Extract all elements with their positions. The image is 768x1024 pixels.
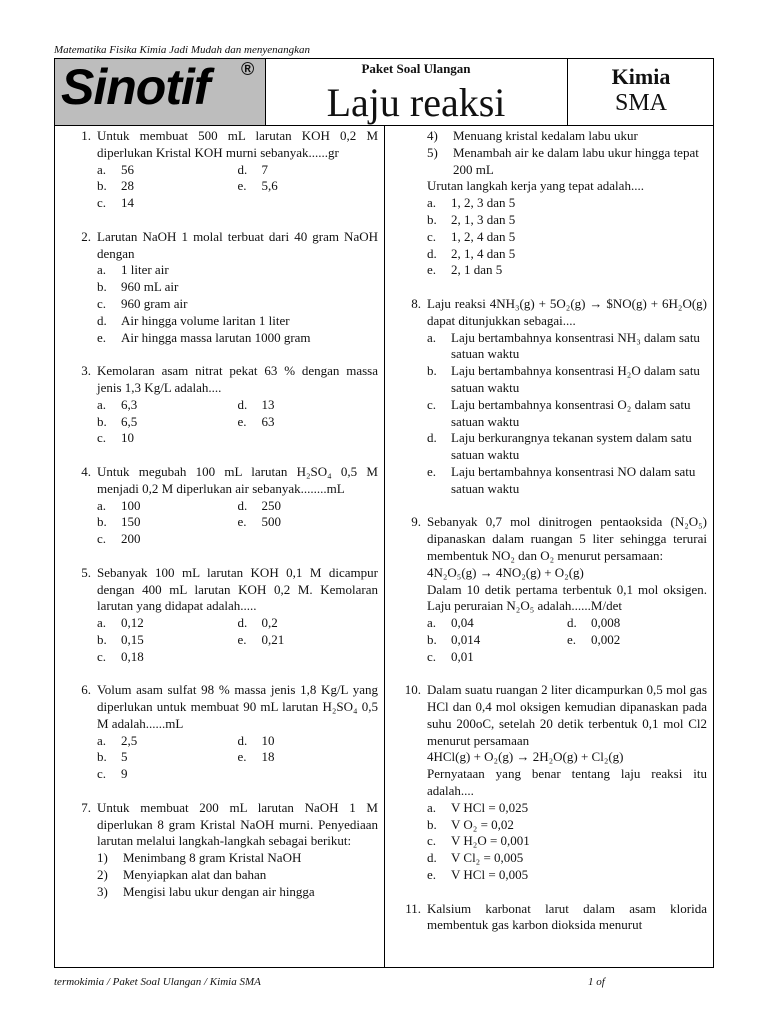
option-text: 0,014 [451,631,481,647]
option-text: 1, 2, 4 dan 5 [451,228,516,244]
question-item [65,128,378,212]
answer-option [97,414,238,431]
question-text: Volum asam sulfat 98 % massa jenis 1,8 Kg/L yang diperlukan untuk membuat 90 mL larutan H₂SO₄ 0,5 M adalah......mL [97,682,378,731]
step-text: Menuang kristal kedalam labu ukur [453,128,638,143]
option-letter: e. [97,329,107,345]
question-item [395,296,707,498]
subject-name: Kimia [611,64,671,89]
option-text: 960 mL air [121,279,179,295]
option-text: 0,008 [591,615,621,631]
footer [54,976,714,988]
question-text: Untuk membuat 200 mL larutan NaOH 1 M diperlukan 8 gram Kristal NaOH murni. Penyediaan larutan melalui langkah-langkah sebagai berikut: [97,799,378,849]
answer-option [97,178,238,195]
option-text: 6,5 [121,413,138,429]
answer-options [97,615,378,665]
option-letter: b. [97,514,107,530]
option-text: 0,04 [451,615,474,631]
answer-option [97,330,378,347]
option-letter: e. [237,413,247,429]
option-text: 28 [121,178,134,194]
option-text: Air hingga volume laritan 1 liter [121,312,290,328]
step-number: 5) [427,144,438,160]
option-text: 9 [121,766,128,782]
answer-option [97,262,378,279]
question-text: Untuk megubah 100 mL larutan H₂SO₄ 0,5 M menjadi 0,2 M diperlukan air sebanyak........mL [97,463,378,496]
answer-options [97,498,378,548]
answer-option [427,229,707,246]
question-item [65,682,378,783]
option-letter: b. [97,279,107,295]
option-letter: c. [97,195,107,211]
option-text: 250 [261,497,281,513]
option-letter: d. [567,615,577,631]
answer-option [427,397,707,431]
answer-option [97,195,238,212]
answer-option [427,800,707,817]
option-text: 2, 1 dan 5 [451,262,503,278]
question-number: 1. [81,128,91,143]
question-body [54,126,714,968]
step-number: 3) [97,883,108,899]
answer-option [427,833,707,850]
question-text: Sebanyak 100 mL larutan KOH 0,1 M dicampur dengan 400 mL larutan KOH 0,2 M. Kemolaran larutan yang didapat adalah..... [97,564,378,614]
question-prompt: Urutan langkah kerja yang tepat adalah.... [427,178,644,194]
question-number: 8. [411,295,421,311]
option-text: 1, 2, 3 dan 5 [451,195,516,211]
answer-option [97,649,238,666]
option-text: Laju berkurangnya tekanan system dalam satu satuan waktu [451,430,692,463]
option-text: 2, 1, 3 dan 5 [451,211,516,227]
option-letter: d. [97,312,107,328]
option-text: V HCl = 0,005 [451,867,529,883]
left-column [65,128,378,917]
answer-options [427,330,707,498]
answer-option [427,363,707,397]
option-letter: d. [427,430,437,446]
option-letter: e. [427,463,437,479]
option-letter: d. [237,615,248,631]
option-letter: c. [427,228,437,244]
answer-option [427,649,567,666]
option-letter: a. [97,732,107,748]
question-number: 9. [411,514,421,530]
answer-option [238,498,379,515]
step-text: Menyiapkan alat dan bahan [123,867,267,883]
answer-options [427,195,707,279]
question-item [395,901,707,935]
procedure-step [427,145,707,179]
option-text: 150 [121,514,141,530]
answer-option [97,498,238,515]
procedure-step [97,867,378,884]
option-text: 960 gram air [121,295,188,311]
procedure-step [97,850,378,867]
question-number: 7. [81,799,91,815]
option-letter: e. [427,262,437,278]
answer-option [427,330,707,364]
answer-option [427,430,707,464]
question-text: Untuk membuat 500 mL larutan KOH 0,2 M diperlukan Kristal KOH murni sebanyak......gr [97,128,378,160]
option-text: Air hingga massa larutan 1000 gram [121,329,311,345]
option-text: V O₂ = 0,02 [451,816,514,832]
answer-option [97,766,238,783]
brand-logo [55,59,266,125]
option-letter: b. [97,749,107,765]
step-text: Menimbang 8 gram Kristal NaOH [123,850,302,866]
answer-option [567,632,707,649]
answer-option [427,850,707,867]
tagline: Matematika Fisika Kimia Jadi Mudah dan menyenangkan [54,44,311,56]
answer-option [97,397,238,414]
question-text: Kalsium karbonat larut dalam asam klorida membentuk gas karbon dioksida menurut [427,900,707,933]
answer-option [97,162,238,179]
answer-option [238,414,379,431]
option-letter: e. [237,178,247,194]
answer-options [97,262,378,346]
answer-option [97,430,238,447]
answer-option [97,749,238,766]
option-letter: a. [427,799,437,815]
option-text: V H₂O = 0,001 [451,833,530,849]
option-letter: a. [427,195,437,211]
question-number: 10. [404,682,421,698]
option-text: 1 liter air [121,262,169,278]
option-letter: b. [427,211,437,227]
answer-options [427,615,707,665]
reaction-equation: 4HCl(g) + O₂(g) → 2H₂O(g) + Cl₂(g) [427,749,624,765]
answer-option [97,531,238,548]
option-letter: d. [237,497,248,513]
option-letter: a. [97,396,107,412]
option-text: 0,2 [261,615,278,631]
option-letter: a. [427,615,437,631]
option-letter: a. [97,615,107,631]
step-text: Mengisi labu ukur dengan air hingga [123,883,315,899]
question-text: Dalam suatu ruangan 2 liter dicampurkan 0,5 mol gas HCl dan 0,4 mol oksigen kemudian dipanaskan pada suhu 200oC, setelah 20 detik terbentuk 0,1 mol Cl2 menurut persamaan [427,682,707,748]
option-text: 0,21 [261,631,285,647]
logo-text: Sinotif [61,59,210,115]
question-item [395,682,707,884]
answer-option [427,817,707,834]
answer-option [427,464,707,498]
answer-options [427,800,707,884]
option-letter: b. [97,413,107,429]
question-item [395,514,707,665]
option-text: 6,3 [121,396,138,412]
answer-option [97,615,238,632]
right-column [395,128,707,951]
option-text: 0,01 [451,648,474,664]
answer-option [97,296,378,313]
answer-option [238,632,379,649]
option-letter: c. [427,648,437,664]
answer-option [97,313,378,330]
option-letter: a. [97,262,107,278]
option-letter: a. [427,329,437,345]
option-letter: b. [427,363,437,379]
answer-option [97,733,238,750]
option-text: 2,5 [121,732,138,748]
answer-options [97,733,378,783]
option-text: 63 [261,413,275,429]
step-text: Menambah air ke dalam labu ukur hingga tepat 200 mL [453,144,699,177]
option-text: 10 [261,732,275,748]
option-letter: e. [237,631,247,647]
question-item [65,363,378,447]
option-text: V HCl = 0,025 [451,799,529,815]
option-text: 5 [121,749,128,765]
option-letter: d. [237,396,248,412]
option-letter: b. [97,631,107,647]
question-number: 2. [81,228,91,244]
option-letter: c. [97,766,107,782]
option-text: 0,002 [591,631,621,647]
question-number: 6. [81,682,91,698]
procedure-step [427,128,707,145]
document-title: Laju reaksi [326,80,506,125]
question-text-continued: Pernyataan yang benar tentang laju reaksi itu adalah.... [427,766,707,799]
answer-options [97,397,378,447]
reaction-equation: 4N₂O₅(g) → 4NO₂(g) + O₂(g) [427,564,584,580]
answer-option [238,514,379,531]
option-text: 0,12 [121,615,144,631]
option-letter: e. [237,514,247,530]
option-letter: b. [427,631,437,647]
answer-option [238,178,379,195]
step-number: 1) [97,850,108,866]
question-text: Sebanyak 0,7 mol dinitrogen pentaoksida (N₂O₅) dipanaskan dalam ruangan 5 liter sehingga terurai membentuk NO₂ dan O₂ menurut persamaan: [427,514,707,563]
package-label: Paket Soal Ulangan [361,61,471,76]
question-number: 4. [81,463,91,479]
option-letter: a. [97,161,107,177]
question-text: Laju reaksi 4NH₃(g) + 5O₂(g) → $NO(g) + 6H₂O(g) dapat ditunjukkan sebagai.... [427,295,707,328]
answer-option [97,632,238,649]
option-text: 14 [121,195,134,211]
option-text: Laju bertambahnya konsentrasi NO dalam satu satuan waktu [451,463,696,496]
answer-option [238,162,379,179]
question-item [65,229,378,347]
answer-option [238,749,379,766]
column-divider [384,126,385,967]
option-text: 56 [121,161,134,177]
answer-option [97,279,378,296]
option-text: V Cl₂ = 0,005 [451,850,524,866]
option-letter: c. [97,295,107,311]
option-letter: e. [237,749,247,765]
option-letter: c. [97,430,107,446]
option-text: 2, 1, 4 dan 5 [451,245,516,261]
option-letter: c. [427,396,437,412]
option-letter: d. [427,245,437,261]
answer-option [427,195,707,212]
question-number: 3. [81,363,91,379]
subject-level: SMA [614,90,668,116]
option-text: 13 [261,396,275,412]
procedure-step [97,884,378,901]
question-item [65,464,378,548]
answer-option [427,262,707,279]
answer-option [427,867,707,884]
option-text: 0,15 [121,631,144,647]
option-letter: d. [237,161,248,177]
option-letter: e. [567,631,577,647]
question-text-continued: Dalam 10 detik pertama terbentuk 0,1 mol oksigen. Laju peruraian N₂O₅ adalah......M/det [427,581,707,614]
option-text: Laju bertambahnya konsentrasi NH₃ dalam satu satuan waktu [451,329,700,362]
answer-option [567,615,707,632]
question-text: Kemolaran asam nitrat pekat 63 % dengan massa jenis 1,3 Kg/L adalah.... [97,363,378,395]
option-letter: c. [97,648,107,664]
answer-option [238,615,379,632]
option-text: 0,18 [121,648,144,664]
question-number: 5. [81,564,91,580]
registered-mark: ® [241,59,255,79]
option-text: 100 [121,497,141,513]
option-letter: c. [427,833,437,849]
option-text: Laju bertambahnya konsentrasi H₂O dalam satu satuan waktu [451,363,700,395]
option-letter: a. [97,497,107,513]
option-text: 5,6 [261,178,278,194]
answer-option [238,733,379,750]
question-item [65,565,378,666]
answer-option [238,397,379,414]
option-letter: d. [237,732,248,748]
option-text: 200 [121,531,141,547]
step-number: 4) [427,128,438,143]
option-letter: d. [427,850,437,866]
option-letter: b. [427,816,437,832]
option-text: 18 [261,749,275,765]
question-text: Larutan NaOH 1 molal terbuat dari 40 gram NaOH dengan [97,228,378,261]
option-letter: e. [427,867,437,883]
question-number: 11. [405,900,421,916]
option-letter: b. [97,178,107,194]
answer-option [427,212,707,229]
option-text: 10 [121,430,134,446]
subject-box [567,59,714,125]
option-text: Laju bertambahnya konsentrasi O₂ dalam satu satuan waktu [451,396,691,429]
option-text: 7 [261,161,268,177]
option-text: 500 [261,514,281,530]
page-number: 1 of [588,976,605,988]
answer-options [97,162,378,212]
answer-option [427,632,567,649]
header-box [54,58,714,126]
step-number: 2) [97,867,108,883]
answer-option [97,514,238,531]
answer-option [427,615,567,632]
option-letter: c. [97,531,107,547]
question-continued [395,128,707,279]
question-item [65,800,378,901]
answer-option [427,246,707,263]
footer-text: termokimia / Paket Soal Ulangan / Kimia SMA [54,976,261,988]
